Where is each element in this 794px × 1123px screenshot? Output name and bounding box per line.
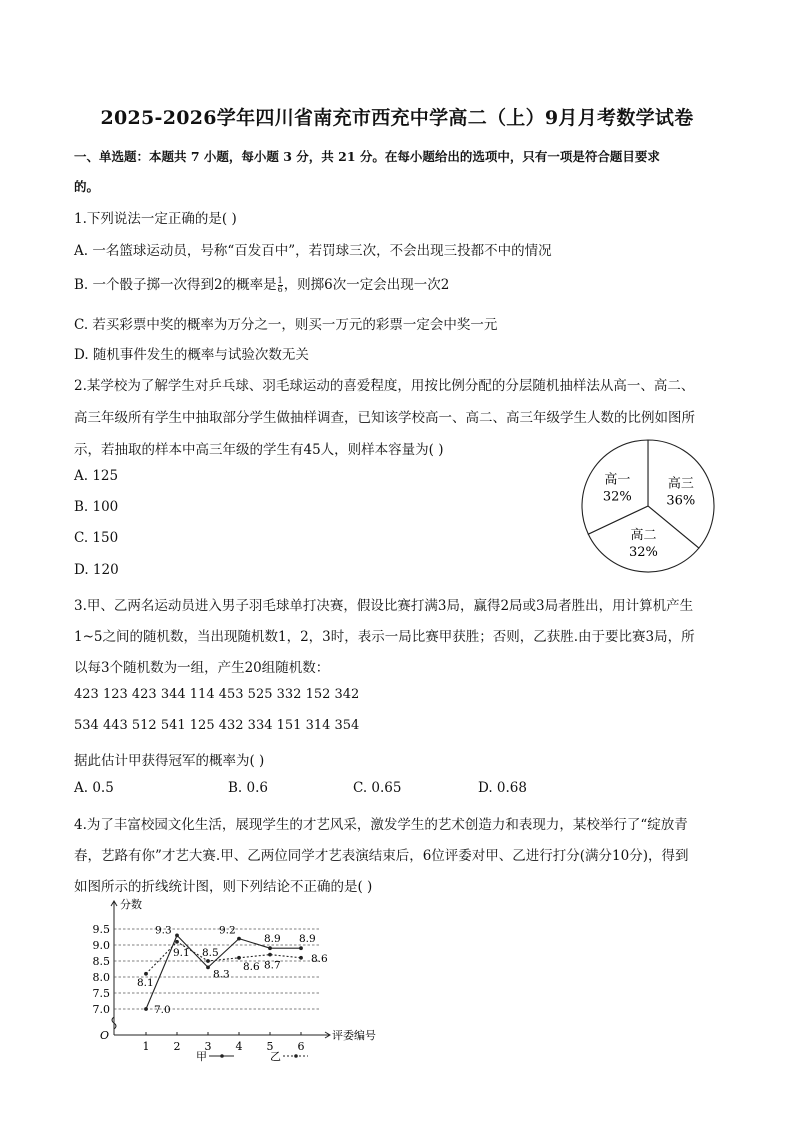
q4-stem-line3: 如图所示的折线统计图，则下列结论不正确的是( ) <box>74 879 373 895</box>
data-label: 8.3 <box>213 968 230 981</box>
q2-option-c: C. 150 <box>74 530 119 546</box>
q3-random-numbers-row2: 534 443 512 541 125 432 334 151 314 354 <box>74 718 360 733</box>
q2-stem-line2: 高三年级所有学生中抽取部分学生做抽样调查，已知该学校高一、高二、高三年级学生人数的比例如图所 <box>74 410 695 426</box>
q4-stem-line2: 春，艺路有你”才艺大赛.甲、乙两位同学才艺表演结束后，6位评委对甲、乙进行打分(满分10分)，得到 <box>74 848 689 864</box>
x-tick-label: 3 <box>204 1040 212 1053</box>
x-tick-label: 6 <box>297 1040 305 1053</box>
y-tick-label: 7.5 <box>92 987 110 1000</box>
q4-stem-line1: 4.为了丰富校园文化生活，展现学生的才艺风采，激发学生的艺术创造力和表现力，某校举行了“绽放青 <box>74 817 688 833</box>
y-tick-label: 9.5 <box>92 923 110 936</box>
q2-option-d: D. 120 <box>74 562 119 578</box>
q3-option-a: A. 0.5 <box>74 780 114 796</box>
q1-stem: 1.下列说法一定正确的是( ) <box>74 211 237 227</box>
y-axis-label: 分数 <box>120 898 142 911</box>
q1-option-b-pre: B. 一个骰子掷一次得到2的概率是 <box>74 277 277 293</box>
data-point <box>268 946 272 950</box>
q1-option-d: D. 随机事件发生的概率与试验次数无关 <box>74 347 309 363</box>
x-tick-label: 4 <box>235 1040 243 1053</box>
pie-slice-name: 高二 <box>630 528 657 544</box>
y-tick-label: 7.0 <box>92 1003 110 1016</box>
q3-question: 据此估计甲获得冠军的概率为( ) <box>74 753 265 769</box>
fraction-numerator: 1 <box>277 276 283 285</box>
y-tick-label: 8.5 <box>92 955 110 968</box>
q1-option-a: A. 一名篮球运动员，号称“百发百中”，若罚球三次，不会出现三投都不中的情况 <box>74 243 552 259</box>
q2-stem-line3: 示，若抽取的样本中高三年级的学生有45人，则样本容量为( ) <box>74 442 444 458</box>
data-point <box>175 940 179 944</box>
data-label: 8.6 <box>243 960 260 973</box>
chart-legend <box>196 1050 308 1063</box>
data-point <box>175 934 179 938</box>
data-label: 8.7 <box>264 959 281 972</box>
score-line-chart <box>80 893 400 1065</box>
fraction-denominator: 6 <box>277 285 283 294</box>
data-point <box>144 972 148 976</box>
data-point <box>299 956 303 960</box>
x-tick-label: 2 <box>173 1040 181 1053</box>
grade-pie-chart <box>575 436 725 576</box>
legend-label: 甲 <box>196 1050 207 1063</box>
q3-option-b: B. 0.6 <box>228 780 268 796</box>
data-point <box>144 1007 148 1011</box>
pie-slice-percent: 32% <box>628 545 658 561</box>
pie-group <box>582 440 714 572</box>
x-tick-label: 5 <box>266 1040 274 1053</box>
q3-random-numbers-row1: 423 123 423 344 114 453 525 332 152 342 <box>74 687 360 702</box>
data-point <box>237 956 241 960</box>
x-tick-label: 1 <box>142 1040 150 1053</box>
q1-option-b-post: ，则掷6次一定会出现一次2 <box>283 277 450 293</box>
q3-option-d: D. 0.68 <box>478 780 527 796</box>
q3-option-c: C. 0.65 <box>353 780 402 796</box>
data-label: 8.9 <box>264 933 281 946</box>
pie-slice-name: 高三 <box>667 476 694 492</box>
data-point <box>206 959 210 963</box>
chart-series <box>137 924 328 1016</box>
q2-option-b: B. 100 <box>74 499 119 515</box>
section-heading-cont: 的。 <box>74 179 100 194</box>
data-label: 8.9 <box>299 933 316 946</box>
x-axis-label: 评委编号 <box>332 1029 376 1042</box>
section-heading: 一、单选题：本题共 7 小题，每小题 3 分，共 21 分。在每小题给出的选项中，只有一项是符合题目要求 <box>74 149 660 164</box>
pie-slice-percent: 36% <box>666 493 696 509</box>
q3-stem-line2: 1~5之间的随机数，当出现随机数1，2，3时，表示一局比赛甲获胜；否则，乙获胜.由于要比赛3局，所 <box>74 629 695 645</box>
data-label: 9.3 <box>155 924 172 937</box>
q3-stem-line1: 3.甲、乙两名运动员进入男子羽毛球单打决赛，假设比赛打满3局，赢得2局或3局者胜出，用计算机产生 <box>74 598 694 614</box>
legend-label: 乙 <box>270 1050 281 1063</box>
data-label: 7.0 <box>154 1004 171 1016</box>
legend-marker <box>220 1054 224 1058</box>
data-point <box>268 953 272 957</box>
data-label: 8.6 <box>311 952 328 965</box>
data-point <box>299 946 303 950</box>
q2-option-a: A. 125 <box>74 468 119 484</box>
data-label: 9.2 <box>219 924 236 937</box>
q3-stem-line3: 以每3个随机数为一组，产生20组随机数： <box>74 660 330 676</box>
data-point <box>206 966 210 970</box>
q1-option-b <box>74 273 449 294</box>
data-label: 8.5 <box>202 947 219 959</box>
page-title: 2025-2026学年四川省南充市西充中学高二（上）9月月考数学试卷 <box>100 107 694 129</box>
legend-marker <box>294 1054 298 1058</box>
pie-slice-percent: 32% <box>602 489 632 505</box>
y-tick-label: 9.0 <box>92 939 110 952</box>
q2-stem-line1: 2.某学校为了解学生对乒乓球、羽毛球运动的喜爱程度，用按比例分配的分层随机抽样法从高一、高二、 <box>74 378 695 394</box>
fraction <box>278 277 283 294</box>
data-label: 8.1 <box>137 976 154 989</box>
y-tick-label: 8.0 <box>92 971 110 984</box>
data-label: 9.1 <box>173 946 190 959</box>
origin-label: O <box>100 1029 110 1042</box>
q1-option-c: C. 若买彩票中奖的概率为万分之一，则买一万元的彩票一定会中奖一元 <box>74 317 498 333</box>
data-point <box>237 937 241 941</box>
pie-slice-name: 高一 <box>604 472 631 488</box>
